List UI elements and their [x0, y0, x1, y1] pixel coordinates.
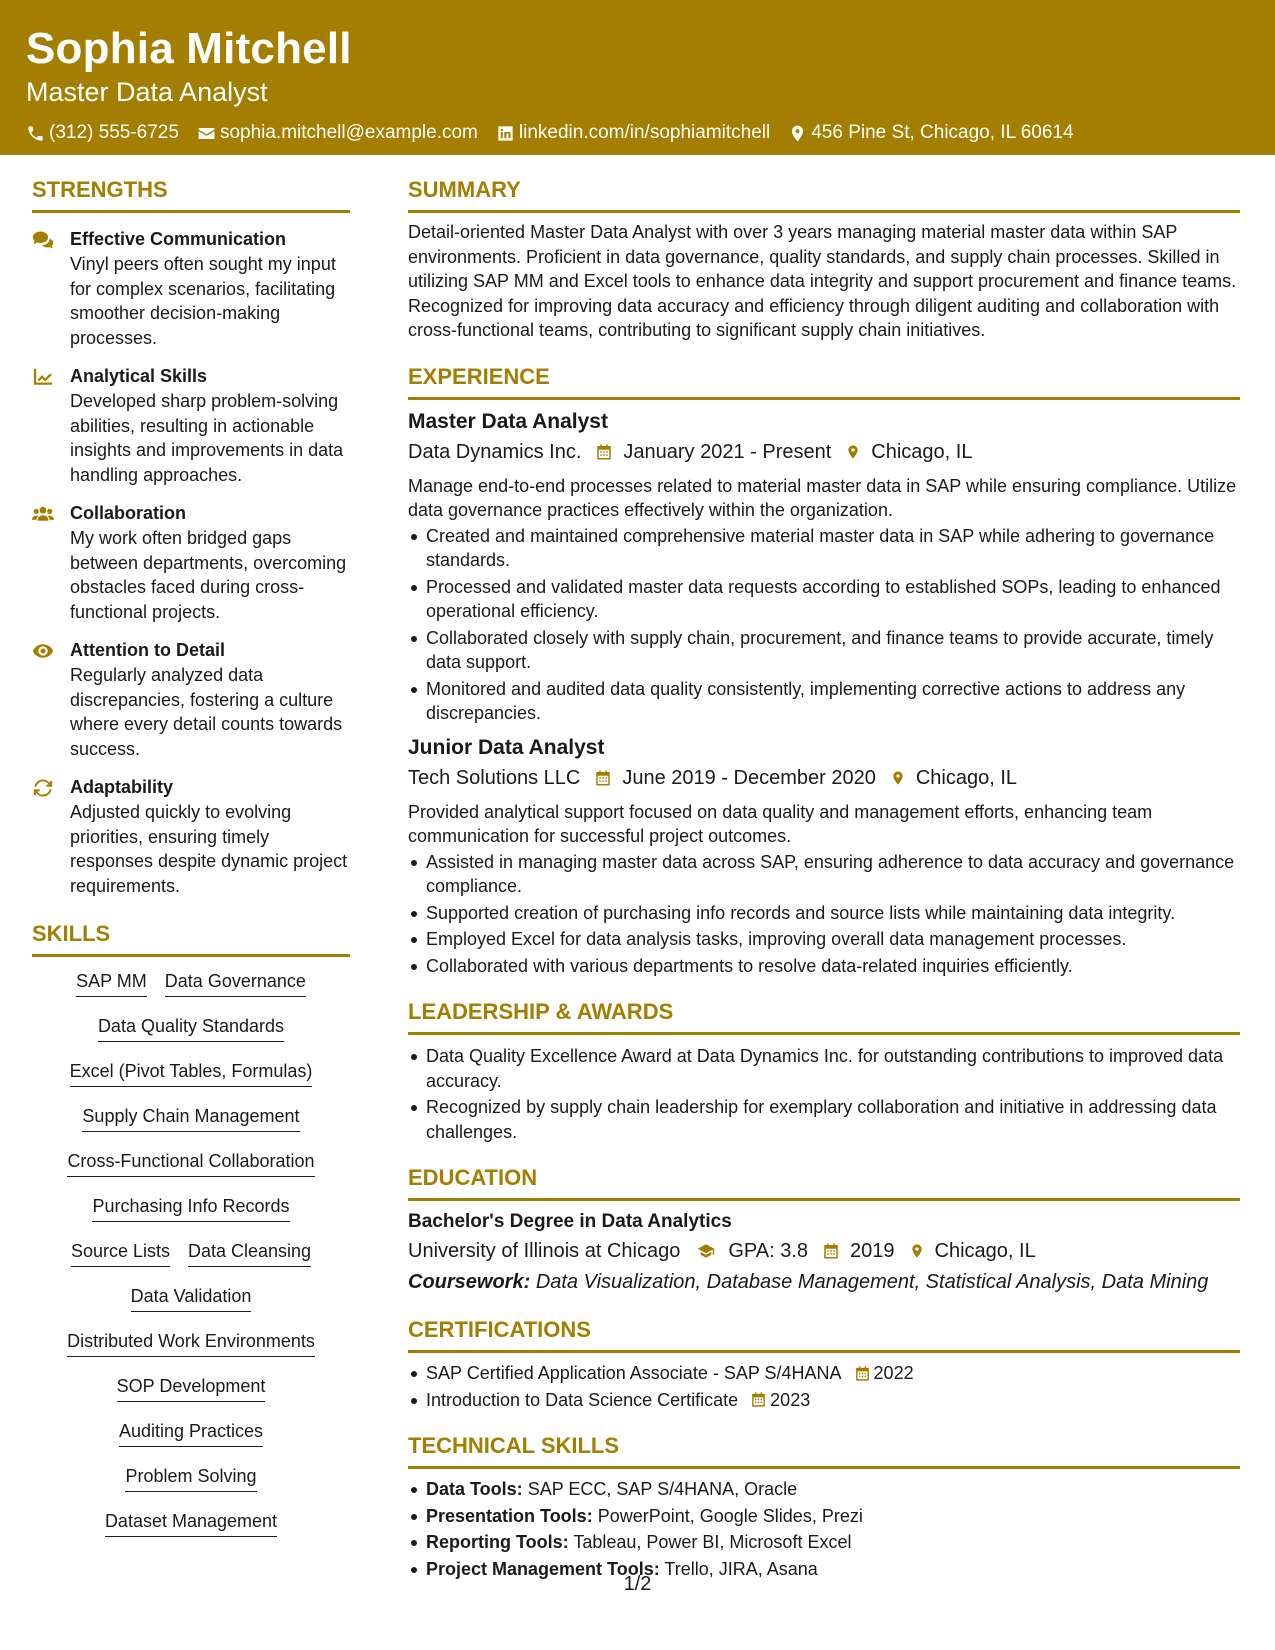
company-name: Tech Solutions LLC — [408, 766, 581, 789]
right-column — [408, 176, 1240, 1583]
summary-text: Detail-oriented Master Data Analyst with over 3 years managing material master data within SAP environments. Proficient in data governance, quality standards, and supply chain processes. Skilled in utilizing SAP MM and Excel tools to enhance data integrity and support procurement and finance teams. Recognized for improving data accuracy and efficiency through diligent auditing and collaboration with cross-functional teams, contributing to significant supply chain initiatives. — [408, 222, 1237, 340]
map-marker-icon — [909, 1241, 925, 1261]
skill-row — [96, 1509, 286, 1554]
graduation-year: 2019 — [850, 1240, 895, 1262]
skill-tag: Excel (Pivot Tables, Formulas) — [70, 1059, 313, 1087]
company-name: Data Dynamics Inc. — [408, 440, 582, 463]
skill-tag: Auditing Practices — [119, 1419, 263, 1447]
strength-description: Developed sharp problem-solving abilities, resulting in actionable insights and improvements in data handling approaches. — [70, 391, 344, 485]
coursework — [408, 1268, 1240, 1296]
certifications-section — [408, 1316, 1240, 1412]
skill-tag: Cross-Functional Collaboration — [67, 1149, 314, 1177]
gpa: GPA: 3.8 — [728, 1240, 809, 1262]
job-location: Chicago, IL — [915, 766, 1017, 789]
comments-icon — [32, 227, 70, 350]
bullet-item: Created and maintained comprehensive material master data in SAP while adhering to governance standards. — [408, 524, 1240, 573]
job-description: Manage end-to-end processes related to material master data in SAP while ensuring compliance. Utilize data governance practices effectively within the organization. — [408, 475, 1237, 520]
education-location: Chicago, IL — [934, 1240, 1036, 1262]
page-number: 1/2 — [623, 1573, 652, 1595]
strengths-heading: STRENGTHS — [32, 176, 350, 213]
technical-skill-label: Reporting Tools: — [426, 1532, 569, 1552]
skills-heading: SKILLS — [32, 920, 350, 957]
technical-skill-value: PowerPoint, Google Slides, Prezi — [597, 1505, 863, 1526]
certifications-list — [408, 1361, 1240, 1412]
job-meta — [408, 764, 1240, 792]
skill-row — [83, 1194, 298, 1239]
certification-year: 2023 — [770, 1389, 811, 1410]
strength-item — [32, 364, 350, 487]
skill-row — [61, 1059, 322, 1104]
strengths-list — [32, 227, 350, 898]
degree-title: Bachelor's Degree in Data Analytics — [408, 1211, 732, 1232]
skill-row — [116, 1464, 265, 1509]
experience-heading: EXPERIENCE — [408, 363, 1240, 400]
school-name: University of Illinois at Chicago — [408, 1240, 681, 1262]
strength-title: Adaptability — [70, 777, 174, 797]
graduation-cap-icon — [694, 1242, 718, 1260]
strength-description: Regularly analyzed data discrepancies, fostering a culture where every detail counts towards success. — [70, 665, 343, 759]
strength-description: Vinyl peers often sought my input for complex scenarios, facilitating smoother decision-making processes. — [70, 254, 336, 348]
skill-tag: Purchasing Info Records — [92, 1194, 289, 1222]
job-dates: June 2019 - December 2020 — [622, 766, 876, 789]
award-item: Recognized by supply chain leadership for exemplary collaboration and initiative in addressing data challenges. — [408, 1095, 1240, 1144]
certification-item — [408, 1361, 1240, 1386]
job-title: Master Data Analyst — [408, 409, 608, 433]
map-marker-icon — [890, 768, 906, 788]
education-section — [408, 1164, 1240, 1296]
left-column — [32, 176, 350, 1554]
skill-row — [58, 1329, 324, 1374]
skills-list — [32, 969, 350, 1554]
strength-description: Adjusted quickly to evolving priorities, ensuring timely responses despite dynamic project requirements. — [70, 802, 348, 896]
technical-skill-item — [408, 1530, 1240, 1555]
skill-tag: Source Lists — [71, 1239, 170, 1267]
awards-heading: LEADERSHIP & AWARDS — [408, 998, 1240, 1035]
skill-tag: SAP MM — [76, 969, 147, 997]
contact-linkedin[interactable] — [496, 121, 770, 145]
strength-description: My work often bridged gaps between departments, overcoming obstacles faced during cross-functional projects. — [70, 528, 347, 622]
strength-title: Collaboration — [70, 503, 186, 523]
certification-name: SAP Certified Application Associate - SAP S/4HANA — [426, 1363, 842, 1383]
skill-row — [110, 1419, 272, 1464]
contact-email[interactable] — [197, 121, 478, 145]
strength-item — [32, 638, 350, 761]
map-marker-icon — [845, 442, 861, 462]
technical-heading: TECHNICAL SKILLS — [408, 1432, 1240, 1469]
skill-tag: SOP Development — [117, 1374, 266, 1402]
phone-text: (312) 555-6725 — [49, 122, 179, 143]
certifications-heading: CERTIFICATIONS — [408, 1316, 1240, 1353]
linkedin-icon — [496, 124, 515, 143]
strength-title: Analytical Skills — [70, 366, 208, 386]
map-marker-icon — [788, 124, 807, 143]
jobs-list — [408, 408, 1240, 979]
education-heading: EDUCATION — [408, 1164, 1240, 1201]
skill-tag: Dataset Management — [105, 1509, 277, 1537]
technical-skill-item — [408, 1504, 1240, 1529]
address-text: 456 Pine St, Chicago, IL 60614 — [811, 122, 1074, 143]
strength-title: Effective Communication — [70, 229, 287, 249]
skill-tag: Data Governance — [165, 969, 306, 997]
skill-row — [89, 1014, 293, 1059]
technical-skill-value: SAP ECC, SAP S/4HANA, Oracle — [527, 1479, 798, 1499]
certification-name: Introduction to Data Science Certificate — [426, 1389, 739, 1410]
linkedin-text: linkedin.com/in/sophiamitchell — [518, 122, 771, 143]
bullet-item: Employed Excel for data analysis tasks, improving overall data management processes. — [408, 927, 1240, 952]
calendar-icon — [854, 1365, 871, 1382]
candidate-name: Sophia Mitchell — [26, 24, 352, 73]
awards-section — [408, 998, 1240, 1144]
awards-list — [408, 1044, 1240, 1144]
coursework-label: Coursework: — [408, 1271, 531, 1293]
strength-item — [32, 227, 350, 350]
users-icon — [32, 501, 70, 624]
strength-item — [32, 501, 350, 624]
skill-row — [62, 1239, 320, 1284]
skill-tag: Data Cleansing — [188, 1239, 311, 1267]
skill-row — [122, 1284, 261, 1329]
technical-skill-value: Trello, JIRA, Asana — [664, 1558, 818, 1579]
job-bullets — [408, 850, 1240, 979]
education-meta — [408, 1237, 1240, 1265]
summary-heading: SUMMARY — [408, 176, 1240, 213]
sync-icon — [32, 775, 70, 898]
bullet-item: Collaborated closely with supply chain, procurement, and finance teams to provide accurate, timely data support. — [408, 626, 1240, 675]
bullet-item: Monitored and audited data quality consistently, implementing corrective actions to address any discrepancies. — [408, 677, 1240, 726]
contact-phone[interactable] — [26, 121, 179, 145]
job-dates: January 2021 - Present — [623, 440, 832, 463]
job-bullets — [408, 524, 1240, 726]
chart-line-icon — [32, 364, 70, 487]
technical-skill-label: Data Tools: — [426, 1479, 523, 1499]
calendar-icon — [750, 1391, 767, 1408]
calendar-icon — [822, 1242, 840, 1260]
envelope-icon — [197, 124, 216, 143]
bullet-item: Processed and validated master data requests according to established SOPs, leading to enhanced operational efficiency. — [408, 575, 1240, 624]
bullet-item: Assisted in managing master data across SAP, ensuring adherence to data accuracy and governance compliance. — [408, 850, 1240, 899]
technical-section — [408, 1432, 1240, 1581]
skill-row — [73, 1104, 308, 1149]
technical-skill-label: Presentation Tools: — [426, 1505, 593, 1526]
job-location: Chicago, IL — [871, 440, 973, 463]
award-item: Data Quality Excellence Award at Data Dynamics Inc. for outstanding contributions to improved data accuracy. — [408, 1044, 1240, 1093]
strength-title: Attention to Detail — [70, 640, 225, 660]
technical-list — [408, 1477, 1240, 1581]
skill-row — [108, 1374, 275, 1419]
skill-tag: Data Validation — [131, 1284, 252, 1312]
technical-skill-value: Tableau, Power BI, Microsoft Excel — [573, 1532, 852, 1552]
job-description: Provided analytical support focused on data quality and management efforts, enhancing team communication for successful project outcomes. — [408, 801, 1153, 846]
job-entry — [408, 734, 1240, 979]
job-meta — [408, 438, 1240, 466]
calendar-icon — [594, 769, 612, 787]
technical-skill-label: Project Management Tools: — [426, 1558, 660, 1579]
eye-icon — [32, 638, 70, 761]
technical-skill-item — [408, 1477, 1240, 1502]
coursework-list: Data Visualization, Database Management, Statistical Analysis, Data Mining — [535, 1271, 1209, 1293]
job-title: Junior Data Analyst — [408, 735, 605, 759]
skill-tag: Distributed Work Environments — [67, 1329, 315, 1357]
candidate-title: Master Data Analyst — [26, 77, 268, 107]
skill-tag: Supply Chain Management — [82, 1104, 299, 1132]
certification-year: 2022 — [873, 1363, 914, 1383]
skill-row — [67, 969, 315, 1014]
calendar-icon — [595, 443, 613, 461]
bullet-item: Supported creation of purchasing info records and source lists while maintaining data integrity. — [408, 901, 1240, 926]
email-text: sophia.mitchell@example.com — [219, 122, 478, 143]
skill-tag: Data Quality Standards — [98, 1014, 284, 1042]
phone-icon — [26, 124, 45, 143]
header — [0, 0, 1275, 155]
job-entry — [408, 408, 1240, 726]
experience-section — [408, 363, 1240, 979]
contact-bar — [26, 121, 1249, 145]
skill-row — [58, 1149, 323, 1194]
bullet-item: Collaborated with various departments to resolve data-related inquiries efficiently. — [408, 954, 1240, 979]
skill-tag: Problem Solving — [125, 1464, 256, 1492]
certification-item — [408, 1388, 1240, 1413]
contact-address — [788, 121, 1073, 145]
strength-item — [32, 775, 350, 898]
